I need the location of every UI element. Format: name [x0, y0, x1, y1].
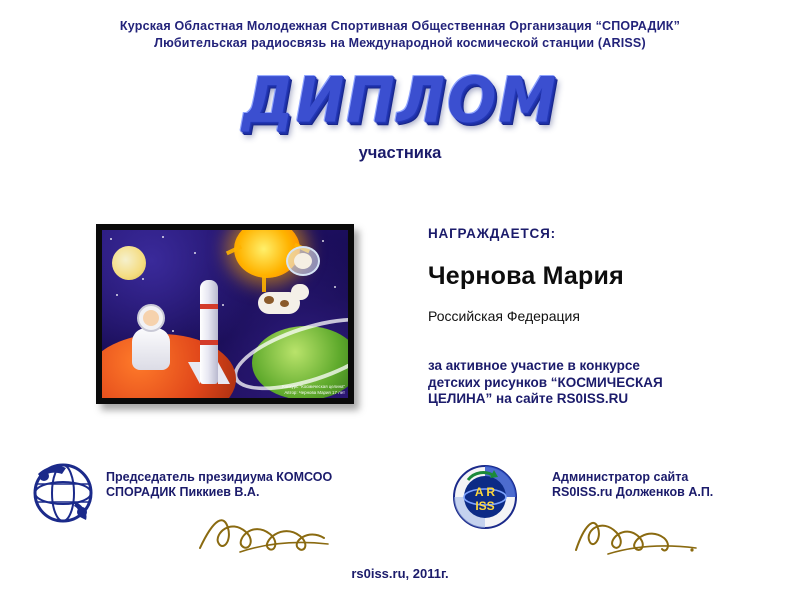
star-icon [162, 236, 164, 238]
star-icon [194, 252, 196, 254]
svg-text:ISS: ISS [475, 499, 495, 513]
right-signature-mark [572, 508, 702, 560]
astro-cat-figure [286, 246, 322, 280]
award-reason-line-3: ЦЕЛИНА” на сайте RS0ISS.RU [428, 391, 629, 406]
recipient-country: Российская Федерация [428, 308, 580, 324]
komsoo-sporadik-logo-icon [32, 462, 94, 524]
rocket-fin-icon [218, 362, 230, 384]
cosmonaut-face [143, 310, 159, 326]
star-icon [222, 304, 224, 306]
left-signature-line-1: Председатель президиума КОМСОО [106, 470, 333, 484]
left-signature-line-2: СПОРАДИК Пиккиев В.А. [106, 485, 260, 499]
page-subtitle: участника [358, 144, 442, 162]
header-line-1: Курская Областная Молодежная Спортивная Общественная Организация “СПОРАДИК” [119, 19, 681, 33]
page-title: ДИПЛОМ [242, 63, 558, 137]
right-signature-line-2: RS0ISS.ru Долженков А.П. [552, 485, 714, 499]
title-container [0, 63, 800, 137]
organization-header [0, 18, 800, 52]
rocket-band-icon [200, 340, 218, 345]
footer-text: rs0iss.ru, 2011г. [351, 566, 449, 581]
cosmonaut-body [132, 328, 170, 370]
ariss-logo-icon [452, 464, 518, 530]
left-signature-text [106, 470, 396, 500]
star-icon [142, 278, 144, 280]
cosmonaut-figure [128, 304, 174, 370]
artwork-caption [282, 384, 345, 396]
star-icon [334, 286, 336, 288]
cow-spot [264, 296, 274, 304]
artwork-image [102, 230, 348, 398]
award-reason-line-2: детских рисунков “КОСМИЧЕСКАЯ [428, 374, 663, 390]
left-signature-mark [196, 508, 336, 560]
right-signature-text [552, 470, 792, 500]
cow-head [291, 284, 309, 300]
award-reason-line-1: за активное участие в конкурсе [428, 358, 640, 373]
rocket-icon [200, 280, 218, 384]
rocket-fin-icon [188, 362, 200, 384]
star-icon [110, 238, 112, 240]
award-reason [428, 358, 758, 408]
cow-spot [280, 300, 289, 307]
recipient-name: Чернова Мария [428, 262, 624, 290]
artwork-caption-line-1: Конкурс "Космическая целина" [282, 384, 345, 389]
artwork-frame [96, 224, 354, 404]
artwork-caption-line-2: Автор: Чернова Мария 17 лет [284, 390, 345, 395]
cat-face [294, 253, 312, 269]
right-signature-line-1: Администратор сайта [552, 470, 689, 484]
star-icon [322, 240, 324, 242]
cow-figure [258, 284, 308, 318]
star-icon [116, 294, 118, 296]
rocket-band-icon [200, 304, 218, 309]
moon-icon [112, 246, 146, 280]
header-line-2: Любительская радиосвязь на Международной космической станции (ARISS) [154, 36, 646, 50]
award-label: НАГРАЖДАЕТСЯ: [428, 226, 556, 241]
svg-text:A R: A R [474, 485, 496, 499]
